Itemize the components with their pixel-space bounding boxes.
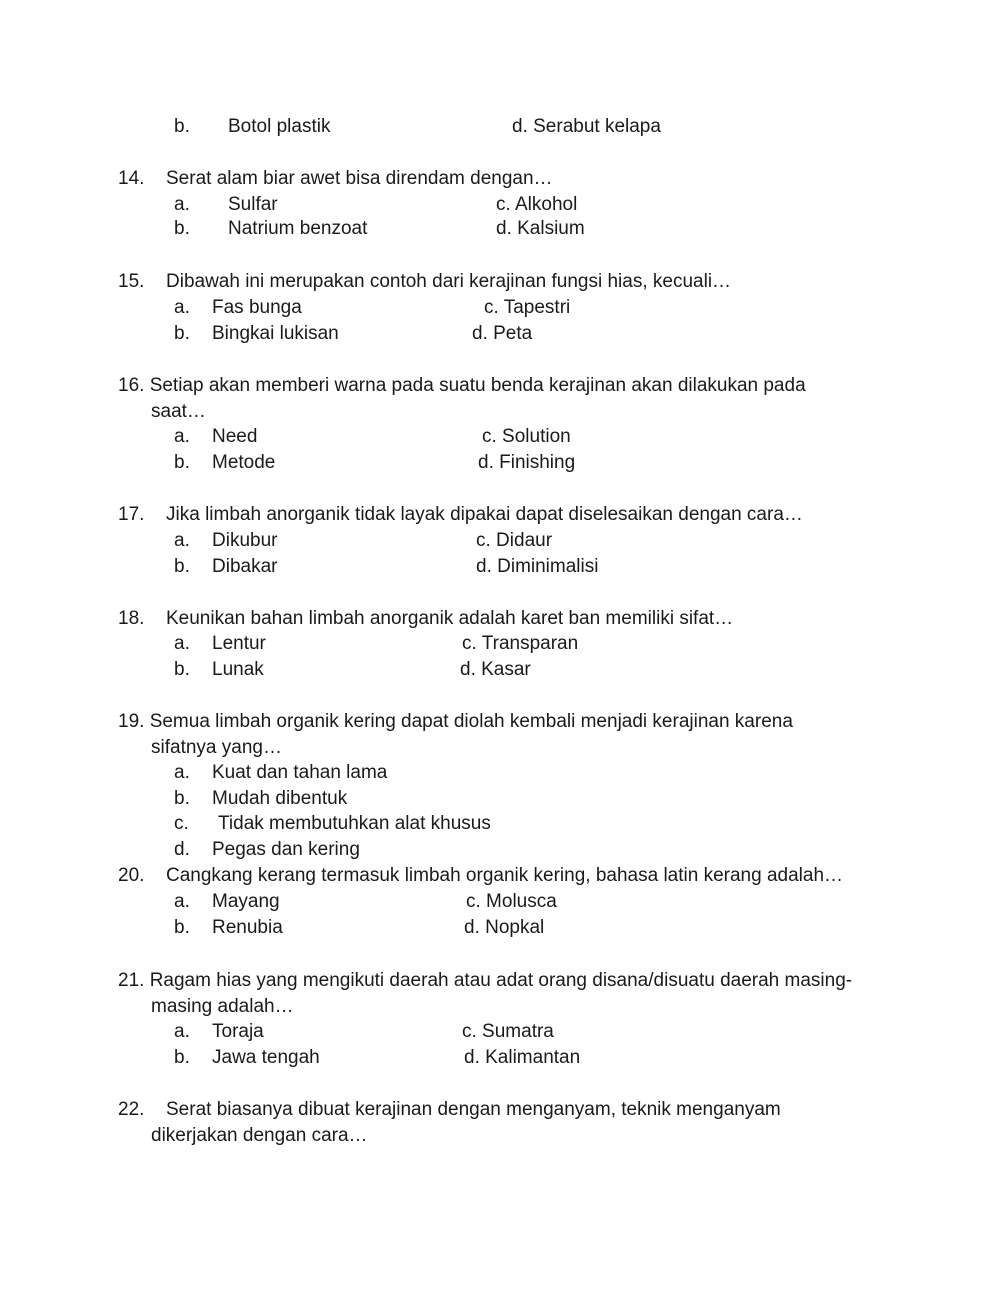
option-text: Tidak membutuhkan alat khusus — [218, 813, 491, 834]
option-letter: b. — [174, 116, 190, 137]
option-text: Lentur — [212, 633, 266, 654]
option-text: Sulfar — [228, 194, 278, 215]
option-letter: b. — [174, 323, 190, 344]
option-letter: a. — [174, 426, 190, 447]
option-letter: a. — [174, 194, 190, 215]
question-text: 19. Semua limbah organik kering dapat diolah kembali menjadi kerajinan karena — [118, 711, 793, 732]
option-letter: a. — [174, 297, 190, 318]
question-text: Dibawah ini merupakan contoh dari kerajinan fungsi hias, kecuali… — [166, 271, 732, 292]
option-text: c. Didaur — [476, 530, 553, 551]
option-text: d. Serabut kelapa — [512, 116, 661, 137]
option-text: d. Nopkal — [464, 917, 545, 938]
option-letter: a. — [174, 1021, 190, 1042]
question-text: Jika limbah anorganik tidak layak dipakai dapat diselesaikan dengan cara… — [166, 504, 803, 525]
option-text: Dibakar — [212, 556, 278, 577]
option-letter: c. — [174, 813, 189, 834]
option-letter: b. — [174, 917, 190, 938]
option-text: c. Transparan — [462, 633, 579, 654]
option-letter: a. — [174, 762, 190, 783]
question-text: sifatnya yang… — [151, 737, 282, 758]
option-letter: a. — [174, 633, 190, 654]
option-text: c. Sumatra — [462, 1021, 554, 1042]
option-text: Toraja — [212, 1021, 264, 1042]
question-number: 22. — [118, 1099, 145, 1120]
option-text: Lunak — [212, 659, 264, 680]
question-text: 21. Ragam hias yang mengikuti daerah atau adat orang disana/disuatu daerah masing- — [118, 970, 853, 991]
option-text: c. Tapestri — [484, 297, 571, 318]
option-text: Jawa tengah — [212, 1047, 320, 1068]
option-text: d. Kasar — [460, 659, 531, 680]
question-text: 16. Setiap akan memberi warna pada suatu benda kerajinan akan dilakukan pada — [118, 375, 806, 396]
option-text: Pegas dan kering — [212, 839, 360, 860]
question-text: Cangkang kerang termasuk limbah organik kering, bahasa latin kerang adalah… — [166, 865, 844, 886]
question-number: 15. — [118, 271, 145, 292]
option-text: c. Solution — [482, 426, 571, 447]
option-letter: b. — [174, 452, 190, 473]
option-text: Fas bunga — [212, 297, 302, 318]
option-text: Mayang — [212, 891, 280, 912]
option-text: d. Kalimantan — [464, 1047, 581, 1068]
option-text: d. Diminimalisi — [476, 556, 599, 577]
option-text: c. Alkohol — [496, 194, 578, 215]
option-letter: b. — [174, 556, 190, 577]
option-text: Natrium benzoat — [228, 218, 368, 239]
option-text: Renubia — [212, 917, 283, 938]
option-text: d. Peta — [472, 323, 533, 344]
option-letter: a. — [174, 530, 190, 551]
option-text: Metode — [212, 452, 276, 473]
option-text: Botol plastik — [228, 116, 331, 137]
option-text: c. Molusca — [466, 891, 557, 912]
question-text: masing adalah… — [151, 996, 294, 1017]
option-text: Kuat dan tahan lama — [212, 762, 388, 783]
option-letter: d. — [174, 839, 190, 860]
question-number: 14. — [118, 168, 145, 189]
option-letter: b. — [174, 218, 190, 239]
question-text: dikerjakan dengan cara… — [151, 1125, 368, 1146]
option-text: d. Kalsium — [496, 218, 585, 239]
option-text: Mudah dibentuk — [212, 788, 348, 809]
option-letter: b. — [174, 788, 190, 809]
option-letter: a. — [174, 891, 190, 912]
question-number: 18. — [118, 608, 145, 629]
option-letter: b. — [174, 659, 190, 680]
question-text: saat… — [151, 401, 206, 422]
question-number: 20. — [118, 865, 145, 886]
question-text: Serat alam biar awet bisa direndam dengan… — [166, 168, 553, 189]
question-text: Keunikan bahan limbah anorganik adalah karet ban memiliki sifat… — [166, 608, 734, 629]
question-number: 17. — [118, 504, 145, 525]
option-text: Dikubur — [212, 530, 278, 551]
option-text: d. Finishing — [478, 452, 576, 473]
option-text: Bingkai lukisan — [212, 323, 339, 344]
question-text: Serat biasanya dibuat kerajinan dengan menganyam, teknik menganyam — [166, 1099, 781, 1120]
option-text: Need — [212, 426, 258, 447]
option-letter: b. — [174, 1047, 190, 1068]
